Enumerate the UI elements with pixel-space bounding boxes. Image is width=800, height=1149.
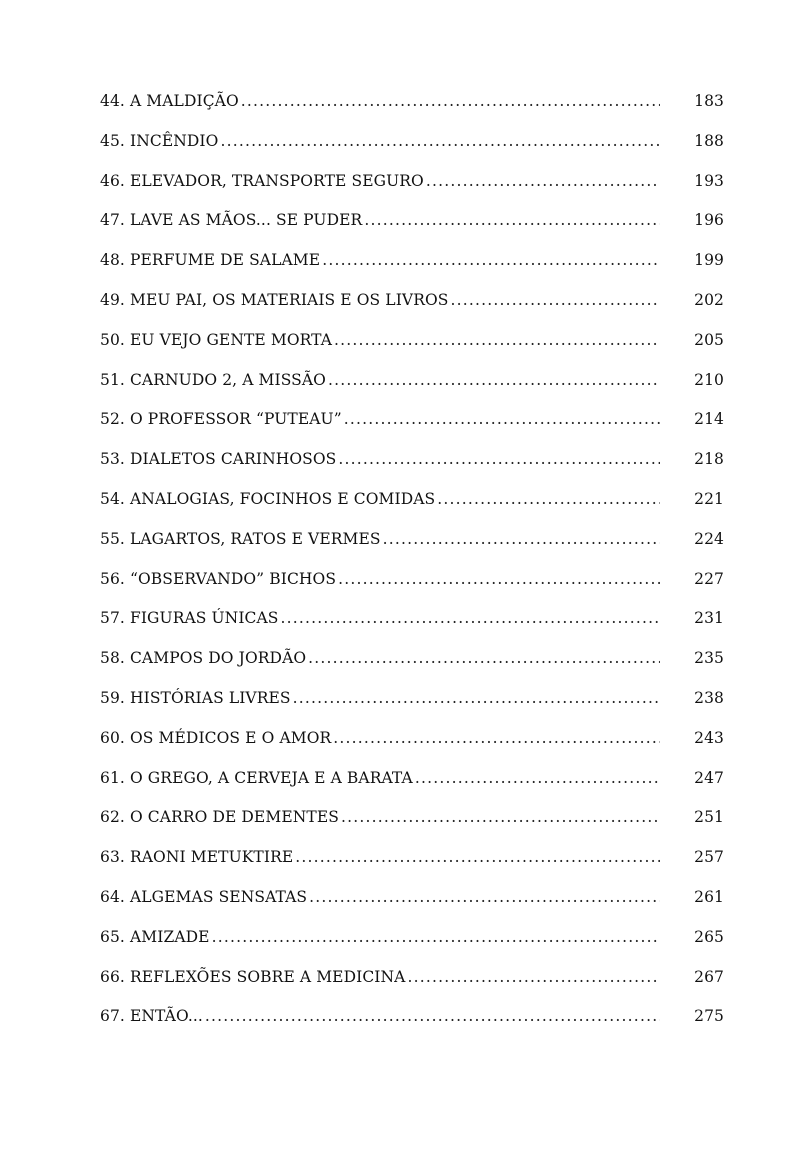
toc-entry <box>100 769 724 809</box>
toc-entry <box>100 848 724 888</box>
toc-entry-page: 224 <box>694 529 724 548</box>
toc-entry <box>100 251 724 291</box>
dot-leader <box>295 848 660 866</box>
dot-leader <box>364 211 660 229</box>
toc-entry-page: 193 <box>694 171 724 190</box>
toc-entry-page: 183 <box>694 92 724 110</box>
toc-entry-page: 218 <box>694 450 724 469</box>
toc-entry <box>100 888 724 928</box>
toc-entry-title: 52. O PROFESSOR “PUTEAU” <box>100 410 342 429</box>
toc-entry-page: 196 <box>694 211 724 230</box>
toc-entry-title: 44. A MALDIÇÃO <box>100 92 239 110</box>
toc-entry <box>100 371 724 411</box>
toc-entry <box>100 450 724 490</box>
toc-entry-page: 188 <box>694 131 724 150</box>
toc-entry-page: 265 <box>694 927 724 946</box>
toc-entry <box>100 410 724 450</box>
dot-leader <box>308 649 660 667</box>
toc-entry-title: 62. O CARRO DE DEMENTES <box>100 808 339 827</box>
table-of-contents <box>100 92 724 1047</box>
toc-entry-page: 214 <box>694 410 724 429</box>
toc-entry <box>100 609 724 649</box>
toc-entry-page: 235 <box>694 649 724 668</box>
toc-entry-page: 267 <box>694 967 724 986</box>
dot-leader <box>451 291 660 309</box>
toc-entry-title: 61. O GREGO, A CERVEJA E A BARATA <box>100 768 413 787</box>
toc-entry <box>100 808 724 848</box>
toc-entry-page: 231 <box>694 609 724 628</box>
dot-leader <box>344 410 660 428</box>
toc-entry-page: 221 <box>694 489 724 508</box>
toc-entry-title: 63. RAONI METUKTIRE <box>100 848 294 867</box>
toc-entry <box>100 968 724 1008</box>
toc-entry-title: 58. CAMPOS DO JORDÃO <box>100 649 307 668</box>
toc-entry-title: 51. CARNUDO 2, A MISSÃO <box>100 370 326 389</box>
dot-leader <box>383 530 660 548</box>
toc-entry <box>100 132 724 172</box>
toc-entry <box>100 729 724 769</box>
toc-entry-page: 251 <box>694 808 724 827</box>
toc-entry-title: 56. “OBSERVANDO” BICHOS <box>100 569 337 588</box>
toc-entry-title: 48. PERFUME DE SALAME <box>100 251 321 270</box>
dot-leader <box>241 92 660 110</box>
toc-entry <box>100 490 724 530</box>
dot-leader <box>309 888 660 906</box>
dot-leader <box>338 570 660 588</box>
toc-entry-title: 46. ELEVADOR, TRANSPORTE SEGURO <box>100 171 424 190</box>
dot-leader <box>426 172 660 190</box>
dot-leader <box>220 132 660 150</box>
toc-entry-page: 227 <box>694 569 724 588</box>
dot-leader <box>437 490 660 508</box>
toc-entry-page: 210 <box>694 370 724 389</box>
toc-entry-title: 53. DIALETOS CARINHOSOS <box>100 450 337 469</box>
toc-entry-title: 49. MEU PAI, OS MATERIAIS E OS LIVROS <box>100 290 449 309</box>
toc-entry <box>100 92 724 132</box>
toc-entry-page: 243 <box>694 728 724 747</box>
dot-leader <box>328 371 660 389</box>
toc-entry-page: 257 <box>694 848 724 867</box>
dot-leader <box>212 928 660 946</box>
toc-entry-title: 55. LAGARTOS, RATOS E VERMES <box>100 529 381 548</box>
toc-entry-title: 66. REFLEXÕES SOBRE A MEDICINA <box>100 967 406 986</box>
dot-leader <box>333 729 660 747</box>
toc-entry <box>100 331 724 371</box>
toc-entry <box>100 1007 724 1047</box>
toc-entry-page: 247 <box>694 768 724 787</box>
dot-leader <box>293 689 660 707</box>
toc-entry-page: 238 <box>694 688 724 707</box>
toc-entry-page: 275 <box>694 1007 724 1026</box>
dot-leader <box>205 1007 660 1025</box>
toc-entry-title: 64. ALGEMAS SENSATAS <box>100 887 308 906</box>
dot-leader <box>334 331 660 349</box>
toc-entry <box>100 928 724 968</box>
toc-entry <box>100 570 724 610</box>
toc-entry <box>100 211 724 251</box>
toc-entry-title: 65. AMIZADE <box>100 927 210 946</box>
dot-leader <box>341 808 660 826</box>
dot-leader <box>281 609 660 627</box>
dot-leader <box>407 968 660 986</box>
toc-entry-page: 205 <box>694 330 724 349</box>
dot-leader <box>415 769 660 787</box>
toc-entry <box>100 291 724 331</box>
toc-entry-title: 47. LAVE AS MÃOS... SE PUDER <box>100 211 363 230</box>
toc-entry-title: 67. ENTÃO... <box>100 1007 203 1026</box>
dot-leader <box>338 450 660 468</box>
toc-entry <box>100 649 724 689</box>
toc-entry-title: 60. OS MÉDICOS E O AMOR <box>100 728 332 747</box>
toc-entry-title: 45. INCÊNDIO <box>100 131 219 150</box>
toc-entry-page: 261 <box>694 887 724 906</box>
toc-entry-title: 59. HISTÓRIAS LIVRES <box>100 688 291 707</box>
toc-entry-page: 202 <box>694 290 724 309</box>
toc-entry <box>100 172 724 212</box>
toc-entry-title: 50. EU VEJO GENTE MORTA <box>100 330 333 349</box>
dot-leader <box>322 251 660 269</box>
toc-entry <box>100 530 724 570</box>
toc-entry-title: 54. ANALOGIAS, FOCINHOS E COMIDAS <box>100 489 436 508</box>
toc-entry <box>100 689 724 729</box>
toc-entry-page: 199 <box>694 251 724 270</box>
toc-entry-title: 57. FIGURAS ÚNICAS <box>100 609 279 628</box>
